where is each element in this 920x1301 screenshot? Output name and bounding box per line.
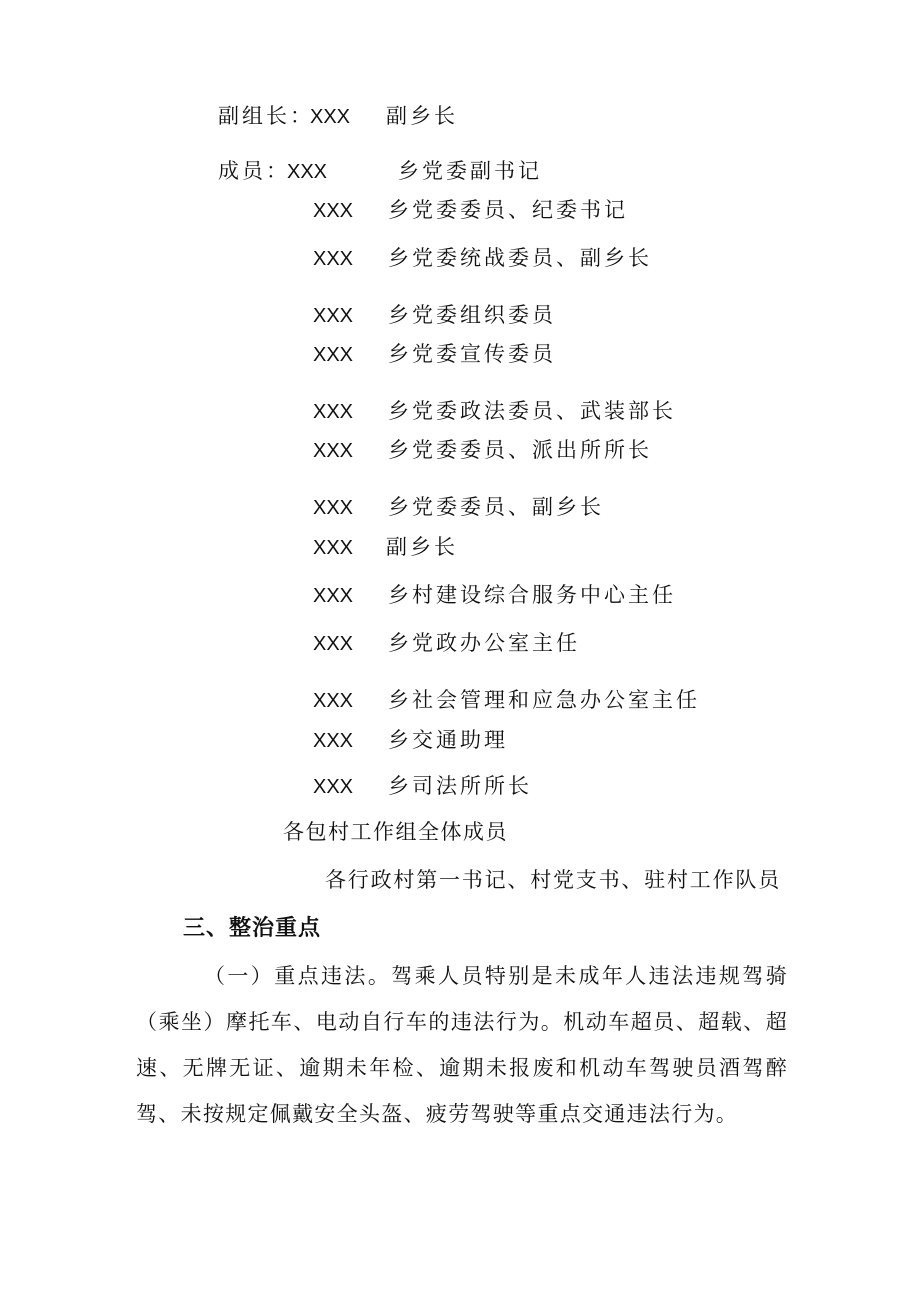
section-heading: 三、整治重点 <box>183 916 322 941</box>
member-title: 乡党委副书记 <box>398 159 542 183</box>
member-title: 乡司法所所长 <box>388 774 532 798</box>
member-title: 乡党委组织委员 <box>388 303 556 327</box>
member-name: XXX <box>313 537 354 559</box>
member-name: XXX <box>313 585 354 607</box>
member-title: 乡交通助理 <box>388 728 508 752</box>
member-title: 乡党委委员、副乡长 <box>388 495 604 519</box>
member-name: XXX <box>313 730 354 752</box>
member-title: 乡党委委员、纪委书记 <box>388 198 628 222</box>
member-title: 乡村建设综合服务中心主任 <box>388 583 676 607</box>
member-title: 乡党委统战委员、副乡长 <box>388 246 652 270</box>
group-members-line: 各包村工作组全体成员 <box>283 820 508 844</box>
member-name: XXX <box>313 344 354 366</box>
member-name: XXX <box>313 248 354 270</box>
member-name: XXX <box>313 200 354 222</box>
deputy-leader-label: 副组长： <box>218 104 314 128</box>
member-name: XXX <box>313 633 354 655</box>
body-paragraph: （一）重点违法。驾乘人员特别是未成年人违法违规驾骑（乘坐）摩托车、电动自行车的违法行为。机动车超员、超载、超速、无牌无证、逾期未年检、逾期未报废和机动车驾驶员酒驾醉驾、未按规定佩戴安全头盔、疲劳驾驶等重点交通违法行为。 <box>136 964 788 1126</box>
member-title: 副乡长 <box>386 535 458 559</box>
member-title: 乡党委宣传委员 <box>388 342 556 366</box>
member-title: 乡党委委员、派出所所长 <box>388 438 652 462</box>
member-name: XXX <box>313 401 354 423</box>
member-title: 乡社会管理和应急办公室主任 <box>388 688 700 712</box>
member-name: XXX <box>313 305 354 327</box>
member-title: 乡党政办公室主任 <box>388 631 580 655</box>
member-name: XXX <box>313 776 354 798</box>
deputy-leader-title: 副乡长 <box>386 104 458 128</box>
deputy-leader-name: XXX <box>310 106 351 128</box>
member-title: 乡党委政法委员、武装部长 <box>388 399 676 423</box>
members-label: 成员： <box>218 159 290 183</box>
village-members-line: 各行政村第一书记、村党支书、驻村工作队员 <box>325 868 781 892</box>
member-name: XXX <box>313 690 354 712</box>
member-name: XXX <box>313 440 354 462</box>
member-name: XXX <box>313 497 354 519</box>
member-name: XXX <box>287 161 328 183</box>
